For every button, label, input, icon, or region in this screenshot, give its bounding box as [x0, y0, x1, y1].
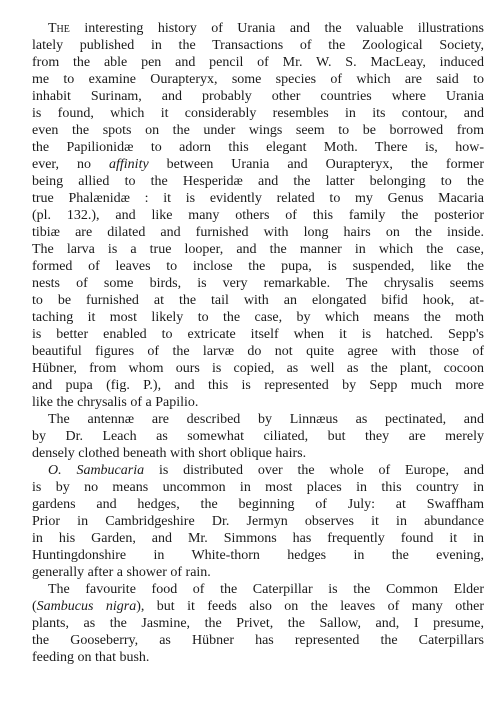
text-line	[32, 20, 484, 37]
text-line	[32, 394, 484, 411]
text-line	[32, 71, 484, 88]
text-line	[32, 292, 484, 309]
text-line	[32, 139, 484, 156]
small-caps-text: The	[48, 21, 70, 36]
text-line	[32, 428, 484, 445]
text-run: tibiæ are dilated and furnished with long hairs on the inside.	[32, 225, 484, 240]
text-line	[32, 258, 484, 275]
text-line	[32, 156, 484, 173]
text-run: plants, as the Jasmine, the Privet, the Sallow, and, I presume,	[32, 616, 484, 631]
text-run: inhabit Surinam, and probably other countries where Urania	[32, 89, 484, 104]
text-run: is distributed over the whole of Europe, and	[144, 463, 484, 478]
text-line	[32, 241, 484, 258]
text-line	[32, 190, 484, 207]
text-run: even the spots on the under wings seem to be borrowed from	[32, 123, 484, 138]
italic-text: affinity	[109, 157, 149, 172]
text-line	[32, 564, 484, 581]
text-line	[32, 377, 484, 394]
text-line	[32, 54, 484, 71]
text-run: between Urania and Ourapteryx, the former	[148, 157, 485, 172]
text-run: ), but it feeds also on the leaves of many other	[136, 599, 484, 614]
text-run: interesting history of Urania and the valuable illustrations	[69, 21, 484, 36]
text-line	[32, 479, 484, 496]
text-line	[32, 462, 484, 479]
text-line	[32, 326, 484, 343]
text-run: is found, which it considerably resembles in its contour, and	[32, 106, 484, 121]
text-line	[32, 649, 484, 666]
text-run: the Gooseberry, as Hübner has represented the Caterpillars	[32, 633, 484, 648]
text-run: ever, no	[32, 157, 110, 172]
text-run: true Phalænidæ : it is evidently related to my Genus Macaria	[32, 191, 484, 206]
text-run: is by no means uncommon in most places in this country in	[32, 480, 484, 495]
text-line	[32, 513, 484, 530]
text-run: nests of some birds, is very remarkable. The chrysalis seems	[32, 276, 484, 291]
text-run: being allied to the Hesperidæ and the latter belonging to the	[32, 174, 484, 189]
text-run: to be furnished at the tail with an elongated bifid hook, at-	[32, 293, 484, 308]
italic-text: Sambucus nigra	[36, 599, 137, 614]
body-text	[32, 20, 484, 666]
text-run: The antennæ are described by Linnæus as pectinated, and	[48, 412, 484, 427]
text-run: me to examine Ourapteryx, some species of which are said to	[32, 72, 484, 87]
text-line	[32, 632, 484, 649]
text-run: densely clothed beneath with short oblique hairs.	[32, 446, 307, 461]
text-run: is better enabled to extricate itself when it is hatched. Sepp's	[32, 327, 484, 342]
text-run: generally after a shower of rain.	[32, 565, 211, 580]
text-line	[32, 37, 484, 54]
text-line	[32, 445, 484, 462]
text-line	[32, 122, 484, 139]
text-line	[32, 496, 484, 513]
text-run: beautiful figures of the larvæ do not quite agree with those of	[32, 344, 484, 359]
text-run: The favourite food of the Caterpillar is the Common Elder	[48, 582, 484, 597]
text-run: Huntingdonshire in White-thorn hedges in the evening,	[32, 548, 484, 563]
text-line	[32, 224, 484, 241]
text-run: feeding on that bush.	[32, 650, 150, 665]
text-line	[32, 411, 484, 428]
text-line	[32, 173, 484, 190]
text-run: (	[32, 599, 37, 614]
text-line	[32, 598, 484, 615]
text-run: lately published in the Transactions of the Zoological Society,	[32, 38, 484, 53]
text-line	[32, 360, 484, 377]
text-line	[32, 343, 484, 360]
text-run: in his Garden, and Mr. Simmons has frequently found it in	[32, 531, 484, 546]
text-run: The larva is a true looper, and the manner in which the case,	[32, 242, 484, 257]
text-run: (pl. 132.), and like many others of this family the posterior	[32, 208, 484, 223]
text-line	[32, 105, 484, 122]
text-line	[32, 207, 484, 224]
text-run: Prior in Cambridgeshire Dr. Jermyn observes it in abundance	[32, 514, 484, 529]
text-line	[32, 530, 484, 547]
text-line	[32, 547, 484, 564]
text-run: taching it most likely to the case, by which means the moth	[32, 310, 484, 325]
text-run: from the able pen and pencil of Mr. W. S. MacLeay, induced	[32, 55, 484, 70]
text-run: like the chrysalis of a Papilio.	[32, 395, 199, 410]
italic-text: O. Sambucaria	[48, 463, 145, 478]
text-run: formed of leaves to inclose the pupa, is suspended, like the	[32, 259, 484, 274]
text-line	[32, 88, 484, 105]
text-line	[32, 581, 484, 598]
text-run: Hübner, from whom ours is copied, as well as the plant, cocoon	[32, 361, 484, 376]
text-line	[32, 615, 484, 632]
text-run: the Papilionidæ to adorn this elegant Moth. There is, how-	[32, 140, 484, 155]
text-run: and pupa (fig. P.), and this is represented by Sepp much more	[32, 378, 484, 393]
text-run: gardens and hedges, the beginning of July: at Swaffham	[32, 497, 484, 512]
text-line	[32, 309, 484, 326]
text-line	[32, 275, 484, 292]
text-run: by Dr. Leach as somewhat ciliated, but they are merely	[32, 429, 484, 444]
